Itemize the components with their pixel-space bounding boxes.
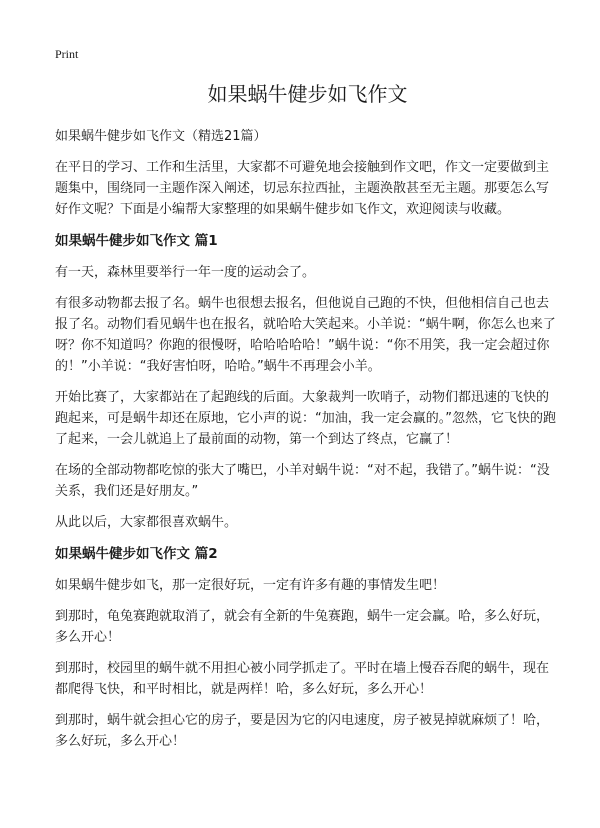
section-1 bbox=[55, 230, 560, 533]
print-label[interactable]: Print bbox=[55, 47, 79, 61]
paragraph: 开始比赛了，大家都站在了起跑线的后面。大象裁判一吹哨子，动物们都迅速的飞快的跑起来，可是蜗牛却还在原地，它小声的说：“加油，我一定会赢的。”忽然，它飞快的跑了起来，一会儿就追上了最前面的动物，第一个到达了终点，它赢了！ bbox=[55, 390, 556, 447]
paragraph: 有很多动物都去报了名。蜗牛也很想去报名，但他说自己跑的不快，但他相信自己也去报了名。动物们看见蜗牛也在报名，就哈哈大笑起来。小羊说：“蜗牛啊，你怎么也来了呀？你不知道吗？你跑的很慢呀，哈哈哈哈哈！”蜗牛说：“你不用笑，我一定会超过你的！”小羊说：“我好害怕呀，哈哈。”蜗牛不再理会小羊。 bbox=[55, 296, 556, 374]
paragraph: 到那时，龟兔赛跑就取消了，就会有全新的牛兔赛跑，蜗牛一定会赢。哈，多么好玩，多么开心！ bbox=[55, 609, 550, 645]
section-heading: 如果蜗牛健步如飞作文 篇1 bbox=[55, 233, 218, 249]
paragraph: 到那时，校园里的蜗牛就不用担心被小同学抓走了。平时在墙上慢吞吞爬的蜗牛，现在都爬得飞快，和平时相比，就是两样！哈，多么好玩，多么开心！ bbox=[55, 661, 550, 697]
paragraph: 有一天，森林里要举行一年一度的运动会了。 bbox=[55, 265, 316, 280]
intro-paragraph: 在平日的学习、工作和生活里，大家都不可避免地会接触到作文吧，作文一定要做到主题集中，围绕同一主题作深入阐述，切忌东拉西扯，主题涣散甚至无主题。那要怎么写好作文呢？下面是小编帮大家整理的如果蜗牛健步如飞作文，欢迎阅读与收藏。 bbox=[55, 160, 550, 217]
paragraph: 如果蜗牛健步如飞，那一定很好玩，一定有许多有趣的事情发生吧！ bbox=[55, 578, 446, 593]
paragraph: 从此以后，大家都很喜欢蜗牛。 bbox=[55, 515, 238, 530]
section-heading: 如果蜗牛健步如飞作文 篇2 bbox=[55, 546, 218, 562]
page-title: 如果蜗牛健步如飞作文 bbox=[207, 82, 408, 106]
paragraph: 在场的全部动物都吃惊的张大了嘴巴，小羊对蜗牛说：“对不起，我错了。”蜗牛说：“没关系，我们还是好朋友。” bbox=[55, 463, 550, 499]
subtitle: 如果蜗牛健步如飞作文（精选21篇） bbox=[55, 129, 267, 144]
section-2 bbox=[55, 543, 560, 752]
paragraph: 到那时，蜗牛就会担心它的房子，要是因为它的闪电速度，房子被晃掉就麻烦了！哈，多么好玩，多么开心！ bbox=[55, 713, 550, 749]
